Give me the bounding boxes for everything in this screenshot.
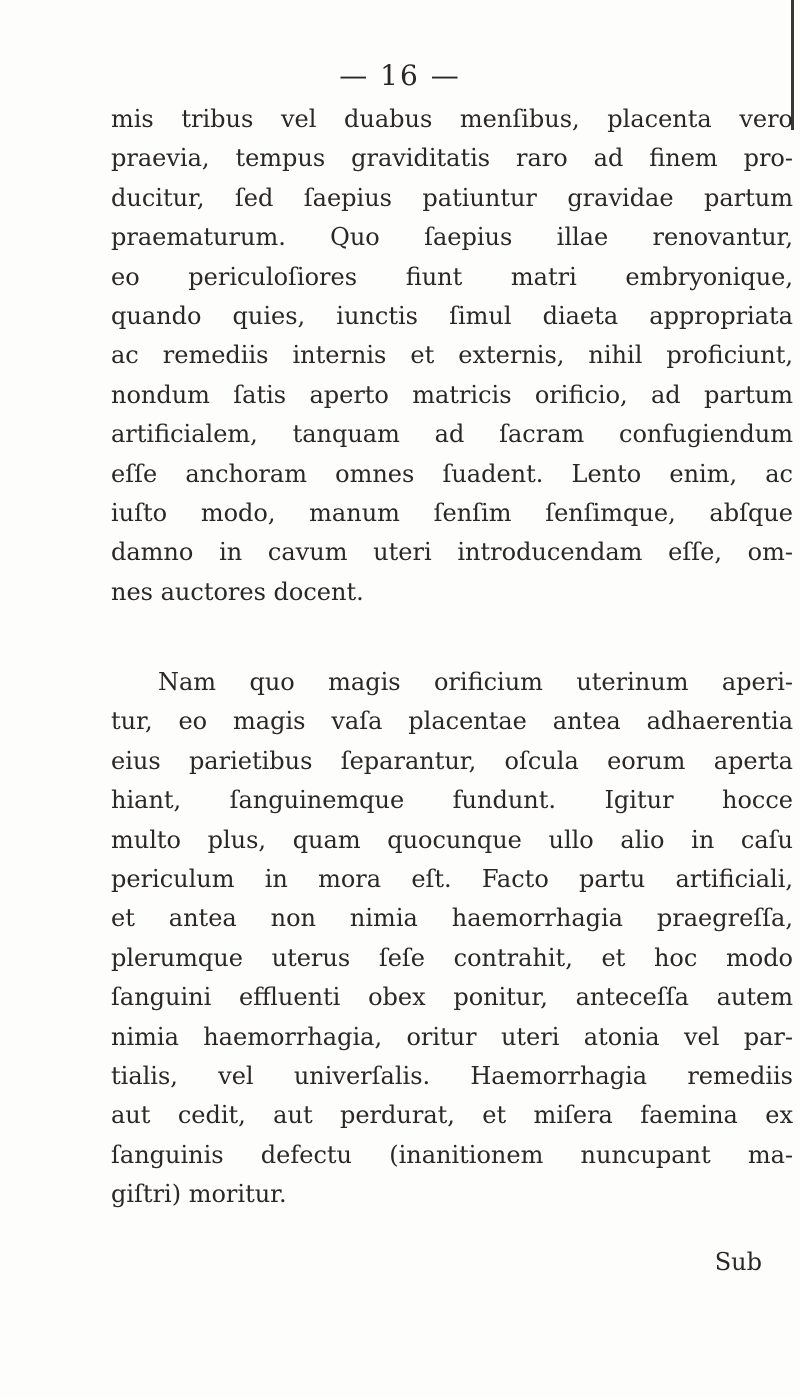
- text-line: plerumque uterus ſeſe contrahit, et hoc modo: [111, 943, 793, 972]
- text-line: multo plus, quam quocunque ullo alio in caſu: [111, 825, 793, 854]
- text-line: ducitur, ſed ſaepius patiuntur gravidae partum: [111, 183, 793, 212]
- body-text: [111, 100, 793, 1215]
- paragraph-2: [111, 663, 793, 1214]
- text-line: ſanguini effluenti obex ponitur, anteceſſa autem: [111, 983, 793, 1012]
- text-line: damno in cavum uteri introducendam eſſe, om-: [111, 538, 793, 567]
- text-line: nes auctores docent.: [111, 577, 364, 606]
- text-line: ſanguinis defectu (inanitionem nuncupant ma-: [111, 1140, 793, 1169]
- text-line: mis tribus vel duabus menſibus, placenta vero: [111, 105, 793, 133]
- text-line: eo periculoſiores fiunt matri embryonique,: [111, 262, 793, 291]
- text-line: aut cedit, aut perdurat, et miſera faemina ex: [111, 1101, 793, 1130]
- text-line: et antea non nimia haemorrhagia praegreſſa,: [111, 904, 793, 933]
- paragraph-1: [111, 100, 793, 612]
- text-line: tur, eo magis vaſa placentae antea adhaerentia: [111, 707, 793, 736]
- text-line: nondum ſatis aperto matricis orificio, ad partum: [111, 380, 793, 409]
- text-line: praevia, tempus graviditatis raro ad finem pro-: [111, 144, 793, 173]
- text-line: artificialem, tanquam ad ſacram confugiendum: [111, 420, 793, 449]
- text-line: periculum in mora eſt. Facto partu artificiali,: [111, 865, 793, 894]
- catchword: Sub: [714, 1248, 762, 1276]
- paragraph-gap: [111, 612, 793, 663]
- text-line: eſſe anchoram omnes ſuadent. Lento enim, ac: [111, 459, 793, 488]
- text-line: iuſto modo, manum ſenſim ſenſimque, abſque: [111, 498, 793, 527]
- text-line: eius parietibus ſeparantur, oſcula eorum aperta: [111, 746, 793, 775]
- text-line: nimia haemorrhagia, oritur uteri atonia vel par-: [111, 1022, 793, 1051]
- text-line: hiant, ſanguinemque fundunt. Igitur hocce: [111, 786, 793, 815]
- text-line: giſtri) moritur.: [111, 1180, 287, 1209]
- text-line: praematurum. Quo ſaepius illae renovantur,: [111, 223, 793, 252]
- text-line: Nam quo magis orificium uterinum aperi-: [158, 668, 793, 697]
- text-line: ac remediis internis et externis, nihil proficiunt,: [111, 341, 793, 370]
- page-number-header: — 16 —: [339, 59, 461, 92]
- text-line: tialis, vel univerſalis. Haemorrhagia remediis: [111, 1061, 793, 1090]
- text-line: quando quies, iunctis ſimul diaeta appropriata: [111, 301, 793, 330]
